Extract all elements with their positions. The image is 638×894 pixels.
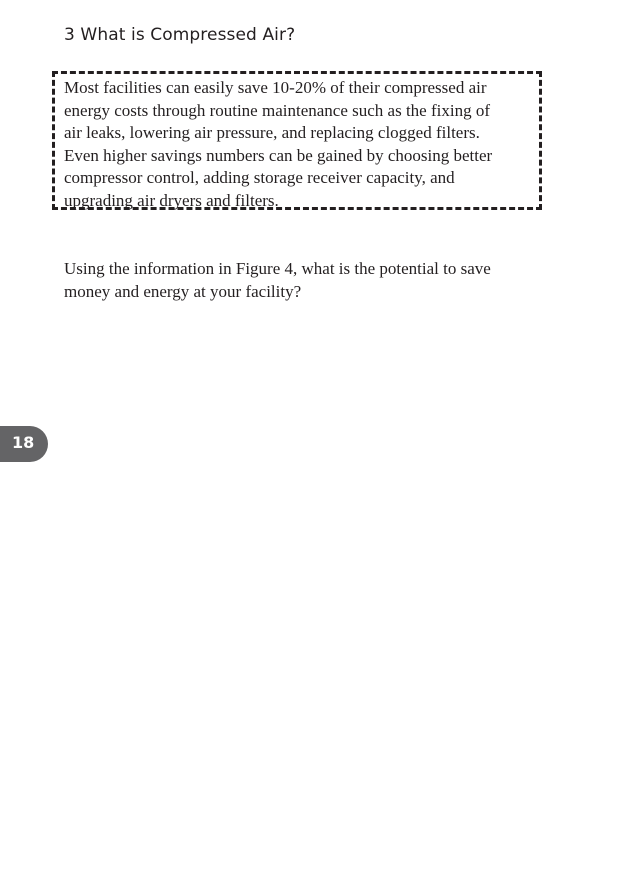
- page-number: 18: [12, 433, 35, 452]
- question-prompt: Using the information in Figure 4, what is the potential to save money and energy at your facility?: [64, 259, 491, 301]
- callout-text: Most facilities can easily save 10-20% of their compressed air energy costs through routine maintenance such as the fixing of air leaks, lowering air pressure, and replacing clogged filters. Even higher savings numbers can be gained by choosing better compressor control, adding storage receiver capacity, and upgrading air dryers and filters.: [64, 78, 493, 210]
- page-number-tab: [0, 426, 48, 462]
- section-heading: 3 What is Compressed Air?: [64, 25, 296, 45]
